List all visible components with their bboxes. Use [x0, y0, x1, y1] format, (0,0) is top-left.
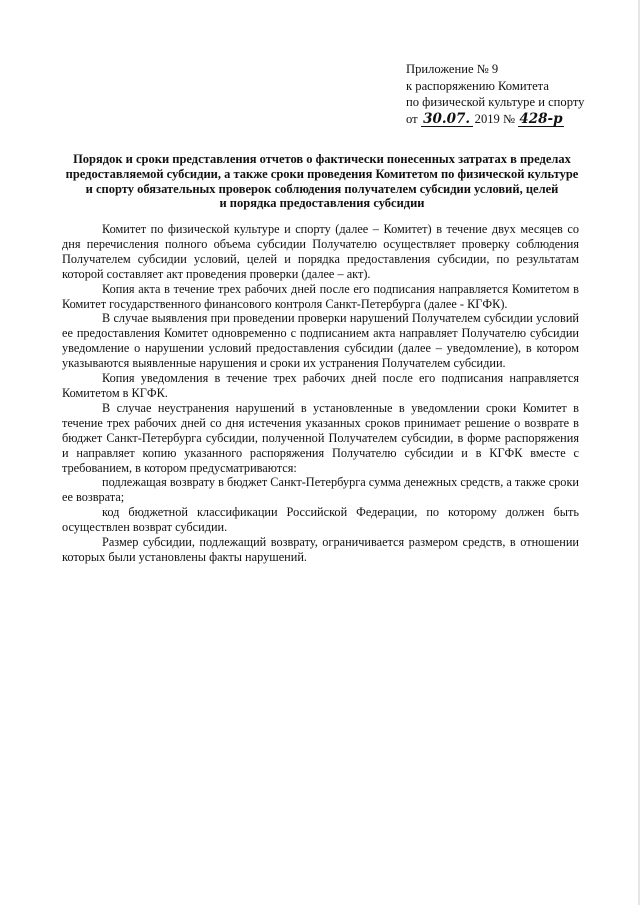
paragraph-7: код бюджетной классификации Российской Федерации, по которому должен быть осуществлен возврат субсидии.: [62, 505, 579, 535]
paragraph-2: Копия акта в течение трех рабочих дней после его подписания направляется Комитетом в Комитет государственного финансового контроля Санкт-Петербурга (далее - КГФК).: [62, 281, 579, 311]
title-line-2: предоставляемой субсидии, а также сроки проведения Комитетом по физической культуре: [65, 166, 579, 181]
paragraph-6: подлежащая возврату в бюджет Санкт-Петербурга сумма денежных средств, а также сроки ее возврата;: [62, 475, 580, 505]
title-line-1: Порядок и сроки представления отчетов о фактически понесенных затратах в пределах: [73, 152, 571, 166]
title-line-4: и порядка предоставления субсидии: [219, 196, 425, 211]
date-prefix: от: [406, 111, 418, 126]
appendix-header: [406, 61, 626, 127]
paragraph-8: Размер субсидии, подлежащий возврату, ограничивается размером средств, в отношении которых были установлены факты нарушений.: [62, 535, 579, 564]
handwritten-number: 428-р: [519, 110, 563, 127]
document-body: [62, 222, 579, 565]
paragraph-4: Копия уведомления в течение трех рабочих дней после его подписания направляется Комитетом в КГФК.: [62, 371, 579, 400]
paragraph-1: Комитет по физической культуре и спорту (далее – Комитет) в течение двух месяцев со дня перечисления полного объема субсидии Получателю осуществляет проверку соблюдения Получателем субсидии условий, целей и порядка предоставления субсидии, по результатам которой составляет акт проведения проверки (далее – акт).: [62, 222, 579, 281]
paragraph-5: В случае неустранения нарушений в установленные в уведомлении сроки Комитет в течение трех рабочих дней со дня истечения указанных сроков принимает решение о возврате в бюджет Санкт-Петербурга субсидии, полученной Получателем субсидии, в форме распоряжения и направляет копию указанного распоряжения Получателю субсидии и в КГФК вместе с требованием, в котором предусматриваются:: [62, 400, 579, 475]
appendix-line-3: по физической культуре и спорту: [406, 95, 585, 109]
appendix-line-1: Приложение № 9: [406, 62, 499, 76]
appendix-date-line: [406, 111, 626, 128]
handwritten-date: 30.07.: [421, 113, 473, 127]
title-line-3: и спорту обязательных проверок соблюдения получателем субсидии условий, целей: [85, 181, 559, 196]
paragraph-3: В случае выявления при проведении проверки нарушений Получателем субсидии условий ее предоставления Комитет одновременно с подписанием акта направляет Получателю субсидии уведомление о нарушении условий предоставления субсидии (далее – уведомление), в котором указываются выявленные нарушения и сроки их устранения Получателем субсидии.: [62, 311, 579, 371]
document-title: [62, 152, 582, 211]
year-number-label: 2019 №: [474, 111, 515, 126]
appendix-line-2: к распоряжению Комитета: [406, 78, 549, 93]
